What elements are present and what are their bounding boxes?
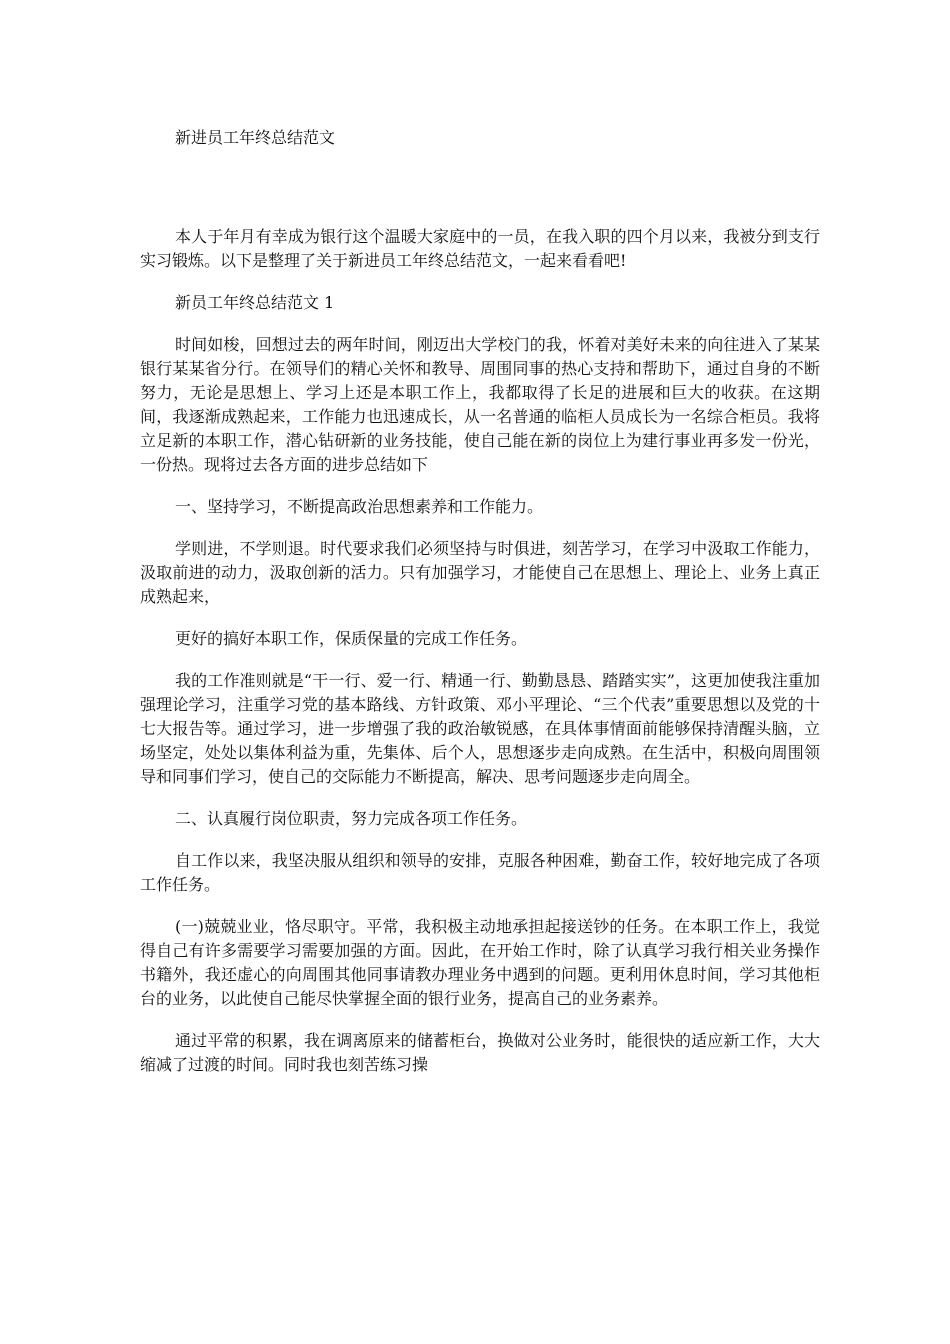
section-heading-study: 一、坚持学习，不断提高政治思想素养和工作能力。 — [175, 497, 544, 516]
section-heading-duties: 二、认真履行岗位职责，努力完成各项工作任务。 — [175, 809, 528, 828]
document-body — [140, 225, 820, 1095]
document-title: 新进员工年终总结范文 — [175, 128, 336, 147]
paragraph-duties: 自工作以来，我坚决服从组织和领导的安排，克服各种困难，勤奋工作，较好地完成了各项工作任务。 — [140, 851, 820, 894]
paragraph-review: 时间如梭，回想过去的两年时间，刚迈出大学校门的我，怀着对美好未来的向往进入了某某银行某某省分行。在领导们的精心关怀和教导、周围同事的热心支持和帮助下，通过自身的不断努力，无论是思想上、学习上还是本职工作上，我都取得了长足的进展和巨大的收获。在这期间，我逐渐成熟起来，工作能力也迅速成长，从一名普通的临柜人员成长为一名综合柜员。我将立足新的本职工作，潜心钻研新的业务技能，使自己能在新的岗位上为建行事业再多发一份光，一份热。现将过去各方面的进步总结如下 — [140, 335, 820, 474]
paragraph-work-principle: 我的工作准则就是“干一行、爱一行、精通一行、勤勤恳恳、踏踏实实”，这更加使我注重加强理论学习，注重学习党的基本路线、方针政策、邓小平理论、“三个代表”重要思想以及党的十七大报告等。通过学习，进一步增强了我的政治敏锐感，在具体事情面前能够保持清醒头脑，立场坚定，处处以集体利益为重，先集体、后个人，思想逐步走向成熟。在生活中，积极向周围领导和同事们学习，使自己的交际能力不断提高，解决、思考问题逐步走向周全。 — [140, 671, 820, 786]
paragraph-study: 学则进，不学则退。时代要求我们必须坚持与时俱进，刻苦学习，在学习中汲取工作能力，汲取前进的动力，汲取创新的活力。只有加强学习，才能使自己在思想上、理论上、业务上真正成熟起来， — [140, 539, 820, 606]
paragraph-accumulation: 通过平常的积累，我在调离原来的储蓄柜台，换做对公业务时，能很快的适应新工作，大大缩减了过渡的时间。同时我也刻苦练习操 — [140, 1031, 820, 1074]
paragraph-intro: 本人于年月有幸成为银行这个温暖大家庭中的一员，在我入职的四个月以来，我被分到支行实习锻炼。以下是整理了关于新进员工年终总结范文，一起来看看吧! — [140, 227, 820, 270]
paragraph-work-quality: 更好的搞好本职工作，保质保量的完成工作任务。 — [175, 629, 528, 648]
paragraph-diligence: (一)兢兢业业，恪尽职守。平常，我积极主动地承担起接送钞的任务。在本职工作上，我觉得自己有许多需要学习需要加强的方面。因此，在开始工作时，除了认真学习我行相关业务操作书籍外，我还虚心的向周围其他同事请教办理业务中遇到的问题。更利用休息时间，学习其他柜台的业务，以此使自己能尽快掌握全面的银行业务，提高自己的业务素养。 — [140, 917, 820, 1008]
section-heading-sample-1: 新员工年终总结范文 1 — [175, 293, 335, 312]
